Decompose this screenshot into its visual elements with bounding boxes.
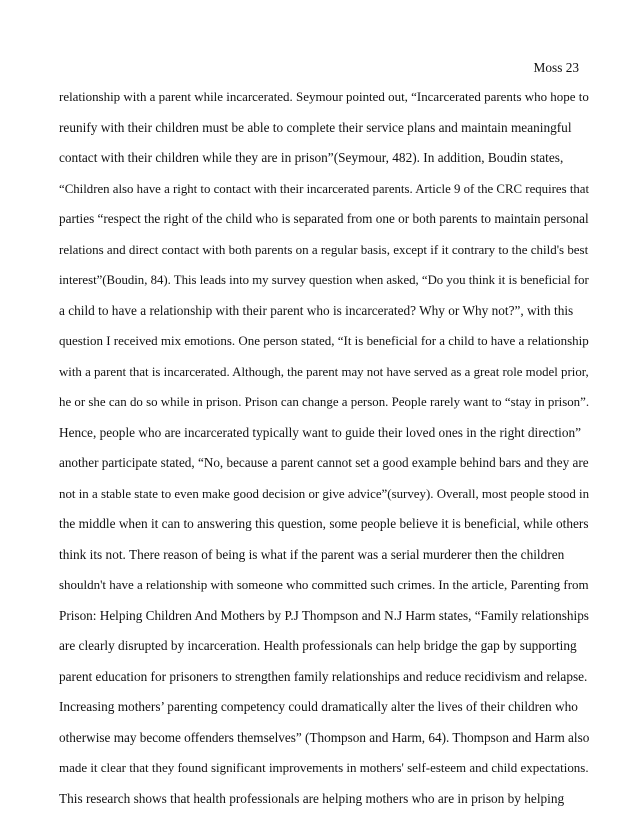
text-line: “Children also have a right to contact with their incarcerated parents. Article 9 of the CRC requires that xyxy=(59,181,589,196)
text-line: think its not. There reason of being is what if the parent was a serial murderer then the children xyxy=(59,546,565,562)
text-line: parent education for prisoners to strengthen family relationships and reduce recidivism and relapse. xyxy=(59,668,588,684)
text-line: Prison: Helping Children And Mothers by P.J Thompson and N.J Harm states, “Family relationships xyxy=(59,607,589,623)
body-text xyxy=(59,89,589,821)
text-line: question I received mix emotions. One person stated, “It is beneficial for a child to have a relationship xyxy=(59,333,589,348)
text-line: relationship with a parent while incarcerated. Seymour pointed out, “Incarcerated parents who hope to xyxy=(59,89,589,104)
text-line: reunify with their children must be able to complete their service plans and maintain meaningful xyxy=(59,119,572,135)
text-line: with a parent that is incarcerated. Although, the parent may not have served as a great role model prior, xyxy=(59,364,589,379)
text-line: not in a stable state to even make good decision or give advice”(survey). Overall, most people stood in xyxy=(59,485,589,501)
text-line: otherwise may become offenders themselves” (Thompson and Harm, 64). Thompson and Harm also xyxy=(59,729,589,745)
text-line: another participate stated, “No, because a parent cannot set a good example behind bars and they are xyxy=(59,455,589,470)
text-line: interest”(Boudin, 84). This leads into my survey question when asked, “Do you think it is beneficial for xyxy=(59,273,589,287)
text-line: he or she can do so while in prison. Prison can change a person. People rarely want to “stay in prison”. xyxy=(59,394,589,409)
text-line: contact with their children while they are in prison”(Seymour, 482). In addition, Boudin states, xyxy=(59,150,564,165)
text-line: This research shows that health professionals are helping mothers who are in prison by helping xyxy=(59,790,565,806)
text-line: are clearly disrupted by incarceration. Health professionals can help bridge the gap by supporting xyxy=(59,638,577,653)
text-line: relations and direct contact with both parents on a regular basis, except if it contrary to the child's best xyxy=(59,241,589,257)
text-line: the middle when it can to answering this question, some people believe it is beneficial, while others xyxy=(59,516,589,531)
text-line: parties “respect the right of the child who is separated from one or both parents to maintain personal xyxy=(59,211,589,226)
text-line: Increasing mothers’ parenting competency could dramatically alter the lives of their children who xyxy=(59,699,578,714)
text-line: made it clear that they found significant improvements in mothers' self-esteem and child expectations. xyxy=(59,760,589,775)
text-line: Hence, people who are incarcerated typically want to guide their loved ones in the right direction” xyxy=(59,424,582,440)
text-line: shouldn't have a relationship with someone who committed such crimes. In the article, Parenting from xyxy=(59,577,589,592)
text-line: a child to have a relationship with their parent who is incarcerated? Why or Why not?”, with this xyxy=(59,302,574,318)
running-head-page-number: Moss 23 xyxy=(533,60,579,75)
